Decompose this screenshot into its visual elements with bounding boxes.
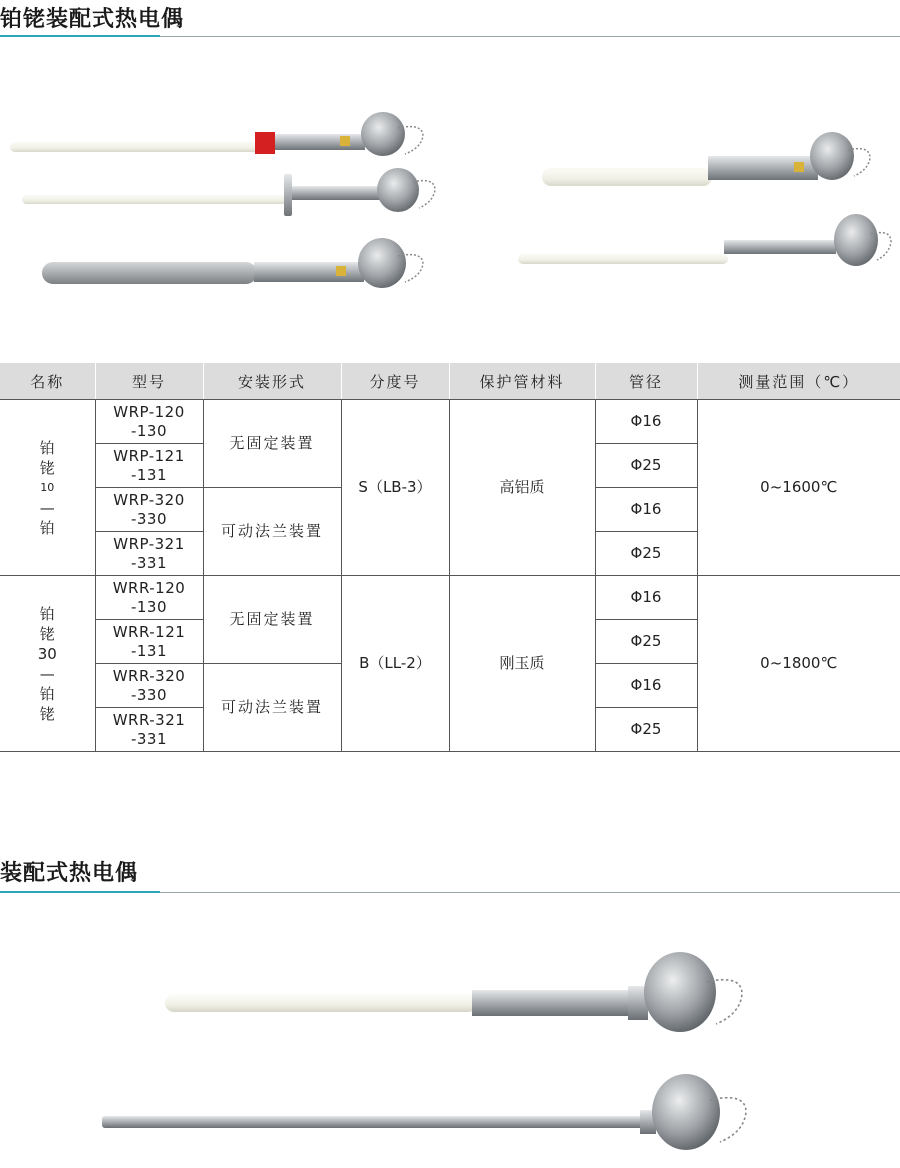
cell-model: WRP-120 -130 (95, 400, 203, 444)
header-material: 保护管材料 (449, 363, 595, 400)
cell-model: WRR-321 -331 (95, 708, 203, 752)
cell-grade: B（LL-2） (341, 576, 449, 752)
cell-diameter: Φ16 (595, 664, 697, 708)
cell-grade: S（LB-3） (341, 400, 449, 576)
header-install: 安装形式 (203, 363, 341, 400)
thermocouple-probe-1 (10, 112, 423, 156)
cell-diameter: Φ16 (595, 576, 697, 620)
cell-diameter: Φ25 (595, 532, 697, 576)
table-header-row (0, 363, 900, 400)
thermocouple-probe-7 (102, 1074, 746, 1150)
cell-diameter: Φ25 (595, 708, 697, 752)
cell-diameter: Φ16 (595, 488, 697, 532)
cell-model: WRP-321 -331 (95, 532, 203, 576)
thermocouple-probe-2 (22, 168, 435, 216)
table-row (0, 576, 900, 620)
section-title-assembled: 装配式热电偶 (0, 861, 139, 886)
cell-model: WRR-121 -131 (95, 620, 203, 664)
spec-table (0, 363, 900, 752)
section-rule-accent (0, 891, 160, 893)
thermocouple-probe-3 (42, 238, 423, 288)
cell-range: 0~1800℃ (697, 576, 900, 752)
cell-install: 无固定装置 (203, 400, 341, 488)
cell-diameter: Φ16 (595, 400, 697, 444)
cell-install: 可动法兰装置 (203, 664, 341, 752)
cell-install: 可动法兰装置 (203, 488, 341, 576)
thermocouple-probe-6 (165, 952, 742, 1032)
table-row (0, 400, 900, 444)
cell-material: 高铝质 (449, 400, 595, 576)
header-model: 型号 (95, 363, 203, 400)
cell-diameter: Φ25 (595, 444, 697, 488)
cell-model: WRR-120 -130 (95, 576, 203, 620)
section-title-platinum-rhodium: 铂铑装配式热电偶 (0, 7, 185, 32)
cell-name: 铂 铑 30 — 铂 铑 (0, 576, 95, 752)
header-name: 名称 (0, 363, 95, 400)
cell-install: 无固定装置 (203, 576, 341, 664)
cell-model: WRR-320 -330 (95, 664, 203, 708)
header-diameter: 管径 (595, 363, 697, 400)
thermocouple-probe-5 (518, 214, 891, 266)
product-photo-assembled-thermocouples (0, 940, 900, 1168)
cell-range: 0~1600℃ (697, 400, 900, 576)
cell-material: 刚玉质 (449, 576, 595, 752)
thermocouple-probe-4 (542, 132, 870, 186)
cell-model: WRP-121 -131 (95, 444, 203, 488)
cell-model: WRP-320 -330 (95, 488, 203, 532)
product-photo-platinum-thermocouples (0, 0, 900, 360)
header-grade: 分度号 (341, 363, 449, 400)
cell-name: 铂 铑 10 — 铂 (0, 400, 95, 576)
header-range: 测量范围（℃） (697, 363, 900, 400)
cell-diameter: Φ25 (595, 620, 697, 664)
